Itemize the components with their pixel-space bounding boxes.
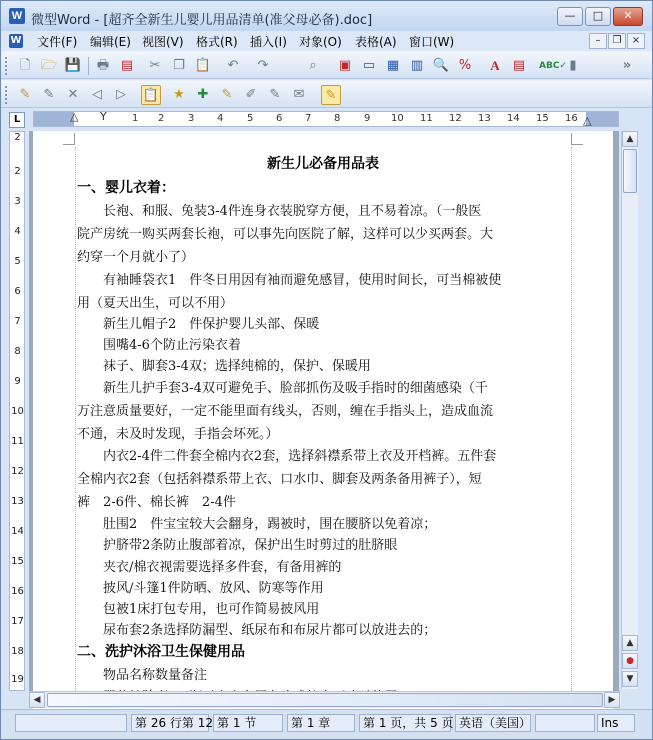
page-layout-icon[interactable]: ▦ (386, 58, 400, 73)
highlight-star-icon[interactable]: ★ (173, 87, 185, 102)
text-line: 物品名称数量备注 (77, 668, 208, 683)
vruler-number: 2 (14, 132, 21, 143)
text-line: 内衣2-4件二件套全棉内衣2套，选择斜襟系带上衣及开档裤。五件套 (77, 449, 497, 464)
text-line: 裤 2-6件、棉长裤 2-4件 (77, 495, 236, 510)
vruler-number: 18 (11, 646, 24, 657)
page-number-icon[interactable]: ▣ (338, 58, 352, 73)
title-bar (1, 1, 652, 31)
text-line: 夹衣/棉衣视需要选择多件套，有备用裤的 (77, 560, 342, 575)
header-footer-icon[interactable]: ▭ (362, 58, 376, 73)
ruler-tick: 11 (420, 113, 433, 124)
open-folder-icon[interactable]: 🗁 (40, 58, 58, 73)
text-line: 万注意质量要好，一定不能里面有线头，否则，缠在手指头上，造成血流 (77, 404, 494, 419)
doc-close-button[interactable]: × (627, 33, 645, 49)
ruler-tick: 13 (478, 113, 491, 124)
text-line: 尿布套2条选择防漏型、纸尿布和布尿片都可以放进去的； (77, 623, 437, 638)
standard-toolbar (1, 51, 652, 79)
vruler-number: 10 (11, 406, 24, 417)
ruler-tick: 3 (188, 113, 195, 124)
text-line: 围嘴4-6个防止污染衣着 (77, 338, 241, 353)
vruler-number: 11 (11, 436, 24, 447)
text-boundary (75, 147, 76, 707)
menu-insert[interactable]: 插入(I) (250, 35, 287, 49)
menu-window[interactable]: 窗口(W) (409, 35, 455, 49)
highlight-edit-icon[interactable]: ✎ (221, 87, 233, 102)
menu-file[interactable]: 文件(F) (37, 35, 78, 49)
menu-view[interactable]: 视图(V) (142, 35, 184, 49)
print-icon[interactable]: 🖶 (96, 58, 110, 73)
vruler-number: 4 (14, 226, 21, 237)
window-title: 微型Word - [超齐全新生儿婴儿用品清单(准父母必备).doc] (31, 13, 373, 28)
indent-marker[interactable]: Y (100, 110, 107, 123)
cut-icon[interactable]: ✂ (149, 58, 161, 73)
vruler-number: 14 (11, 526, 24, 537)
toolbar-grip[interactable] (5, 57, 8, 75)
vertical-scroll-thumb[interactable] (623, 149, 637, 193)
insert-mode-indicator[interactable]: Ins (597, 714, 635, 732)
comment-icon[interactable]: ✉ (293, 87, 305, 102)
text-line: 有袖睡袋衣1 件冬日用因有袖而避免感冒，使用时间长，可当棉被使 (77, 273, 502, 288)
text-color-icon[interactable]: A (490, 58, 500, 73)
ruler-tick: 9 (364, 113, 371, 124)
clipboard-icon[interactable]: 📋 (141, 85, 161, 105)
scroll-right-button[interactable]: ▶ (604, 692, 620, 708)
status-position: 第 26 行第 12 (131, 714, 209, 732)
status-section: 第 1 节 (213, 714, 283, 732)
close-button[interactable]: ✕ (613, 7, 643, 26)
next-page-button[interactable]: ▼ (622, 671, 638, 687)
vertical-ruler[interactable] (9, 131, 25, 691)
more-icon[interactable]: » (622, 58, 632, 73)
toolbar-grip[interactable] (5, 86, 8, 104)
menu-format[interactable]: 格式(R) (196, 35, 238, 49)
section-heading-1: 一、婴儿衣着： (77, 180, 175, 196)
text-line: 袜子、脚套3-4双；选择纯棉的，保护、保暖用 (77, 359, 371, 374)
scroll-up-button[interactable]: ▲ (622, 131, 638, 147)
field-back-icon[interactable]: ◁ (92, 87, 102, 102)
scroll-left-button[interactable]: ◀ (29, 692, 45, 708)
vruler-number: 15 (11, 556, 24, 567)
text-line: 新生儿护手套3-4双可避免手、脸部抓伤及吸手指时的细菌感染（千 (77, 381, 488, 396)
paste-icon[interactable]: 📋 (194, 58, 212, 73)
ruler-tick: 6 (276, 113, 283, 124)
ruler-tick: 16 (565, 113, 578, 124)
text-line: 约穿一个月就小了） (77, 250, 195, 265)
field-toolbar (1, 80, 652, 108)
ruler-left-margin (34, 112, 74, 126)
highlight-clear-icon[interactable]: ✎ (269, 87, 281, 102)
vruler-number: 12 (11, 466, 24, 477)
vruler-number: 3 (14, 196, 21, 207)
ruler-tick: 1 (132, 113, 139, 124)
text-line: 披风/斗篷1件防晒、放风、防寒等作用 (77, 581, 324, 596)
save-icon[interactable]: 💾 (64, 58, 82, 73)
status-message (15, 714, 127, 732)
document-area[interactable] (29, 131, 619, 691)
right-indent-marker[interactable]: △ (583, 114, 592, 127)
first-line-indent-marker[interactable]: △ (70, 110, 79, 123)
text-line: 用（夏天出生，可以不用） (77, 296, 234, 311)
zoom-icon[interactable]: 🔍 (432, 58, 450, 73)
vruler-number: 9 (14, 376, 21, 387)
horizontal-ruler[interactable] (33, 111, 619, 127)
highlight-remove-icon[interactable]: ✐ (245, 87, 257, 102)
text-boundary (571, 147, 572, 707)
copy-icon[interactable]: ❐ (173, 58, 185, 73)
vruler-number: 2 (14, 166, 21, 177)
crop-mark (63, 133, 75, 145)
minimize-button[interactable]: — (557, 7, 583, 26)
table-view-icon[interactable]: ▥ (410, 58, 424, 73)
vruler-number: 19 (11, 674, 24, 685)
ruler-tick: 12 (449, 113, 462, 124)
pdf-export-icon[interactable]: ▤ (120, 58, 134, 73)
toolbar-separator (88, 57, 89, 75)
browse-object-icon[interactable]: ● (622, 653, 638, 669)
status-page: 第 1 页，共 5 页 (359, 714, 451, 732)
spellcheck-icon[interactable]: ABC✓ (539, 61, 567, 71)
ruler-tick: 14 (507, 113, 520, 124)
doc-minimize-button[interactable]: – (589, 33, 607, 49)
ruler-tick: 2 (158, 113, 165, 124)
vruler-number: 6 (14, 286, 21, 297)
zoom-percent-icon[interactable]: % (458, 58, 472, 73)
text-line: 包被1床打包专用，也可作简易披风用 (77, 602, 320, 617)
tab-selector[interactable]: L (9, 112, 25, 128)
ruler-tick: 4 (217, 113, 224, 124)
document-title: 新生儿必备用品表 (267, 156, 379, 172)
word-app-icon[interactable]: W (9, 8, 25, 24)
horizontal-scroll-thumb[interactable] (47, 693, 603, 707)
text-line: 院产房统一购买两套长袍，可以事先向医院了解，这样可以少买两套。大 (77, 227, 494, 242)
menu-table[interactable]: 表格(A) (355, 35, 397, 49)
ruler-tick: 7 (305, 113, 312, 124)
vruler-number: 17 (11, 616, 24, 627)
document-page[interactable] (33, 131, 613, 731)
document-menu-icon[interactable]: W (10, 35, 22, 46)
vruler-number: 13 (11, 496, 24, 507)
ruler-tick: 10 (391, 113, 404, 124)
crop-mark (571, 133, 583, 145)
insert-field-icon[interactable]: ✎ (19, 87, 31, 102)
status-chapter: 第 1 章 (287, 714, 355, 732)
status-bar (1, 709, 652, 739)
track-changes-icon[interactable]: ✎ (321, 85, 341, 105)
section-heading-2: 二、洗护沐浴卫生保健用品 (77, 644, 245, 660)
new-document-icon[interactable]: 🗋 (19, 58, 31, 73)
text-line: 不通，未及时发现，手指会坏死。） (77, 427, 279, 442)
text-line: 新生儿帽子2 件保护婴儿头部、保暖 (77, 317, 320, 332)
style-icon[interactable]: ▤ (512, 58, 526, 73)
doc-restore-button[interactable]: ❐ (608, 33, 626, 49)
highlight-add-icon[interactable]: ✚ (197, 87, 209, 102)
vertical-scrollbar[interactable] (621, 131, 638, 689)
find-icon[interactable]: ⌕ (309, 58, 317, 73)
status-blank (535, 714, 595, 732)
vruler-number: 16 (11, 586, 24, 597)
text-line: 长袍、和服、兔装3-4件连身衣装脱穿方便，且不易着凉。（一般医 (77, 204, 482, 219)
vruler-number: 7 (14, 316, 21, 327)
vruler-number: 8 (14, 346, 21, 357)
edit-field-icon[interactable]: ✎ (43, 87, 55, 102)
maximize-button[interactable]: □ (585, 7, 611, 26)
field-forward-icon[interactable]: ▷ (116, 87, 126, 102)
delete-field-icon[interactable]: ✕ (67, 87, 79, 102)
status-language: 英语（美国） (455, 714, 531, 732)
undo-icon[interactable]: ↶ (227, 58, 239, 73)
text-line: 护脐带2条防止腹部着凉，保护出生时剪过的肚脐眼 (77, 538, 398, 553)
horizontal-scrollbar[interactable] (29, 691, 621, 708)
menu-object[interactable]: 对象(O) (299, 35, 342, 49)
text-line: 肚围2 件宝宝较大会翻身，踢被时，围在腰脐以免着凉； (77, 517, 437, 532)
ruler-tick: 15 (536, 113, 549, 124)
vruler-number: 5 (14, 256, 21, 267)
ruler-tick: 8 (334, 113, 341, 124)
menu-edit[interactable]: 编辑(E) (90, 35, 131, 49)
text-line: 全棉内衣2套（包括斜襟系带上衣、口水巾、脚套及两条备用裤子），短 (77, 472, 482, 487)
chart-icon[interactable]: ▮ (569, 58, 577, 73)
redo-icon[interactable]: ↷ (257, 58, 269, 73)
ruler-tick: 5 (247, 113, 254, 124)
previous-page-button[interactable]: ▲ (622, 635, 638, 651)
